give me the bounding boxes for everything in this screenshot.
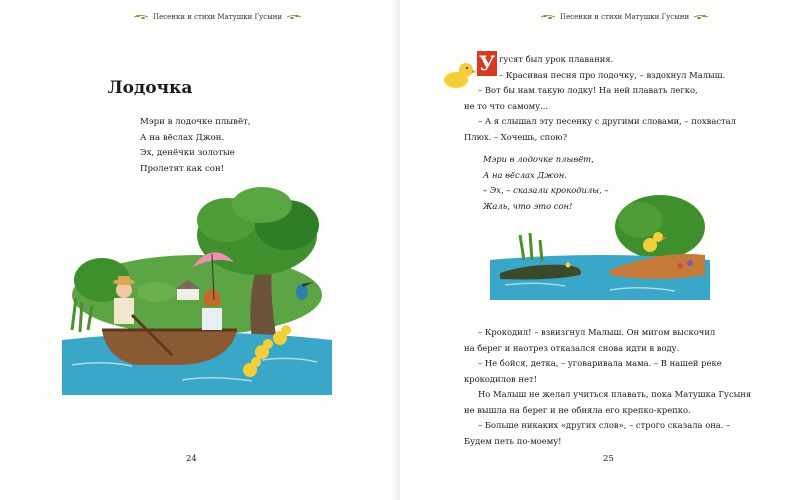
verse-line: Жаль, что это сон!: [483, 200, 573, 211]
sprig-icon: [540, 13, 556, 21]
text-line: Плюх. – Хочешь, спою?: [464, 131, 568, 142]
text-line: не то что самому...: [464, 100, 549, 111]
text-line: крокодилов нет!: [464, 373, 537, 384]
poem-line: Мэри в лодочке плывёт,: [140, 117, 251, 127]
text-line: – Больше никаких «других слов», – строго сказала она. –: [478, 420, 731, 430]
crocodile-river-illustration: [490, 195, 710, 300]
poem-line: Эх, денёчки золотые: [140, 148, 235, 158]
running-head-text: Песенки и стихи Матушки Гусыни: [153, 13, 283, 21]
outro-paragraphs: [464, 325, 751, 449]
running-head-right: [540, 13, 709, 21]
right-page: [400, 0, 800, 500]
text-line: гусят был урок плавания.: [499, 54, 614, 64]
text-line: – Красивая песня про лодочку, – вздохнул Малыш.: [499, 69, 726, 80]
sprig-icon: [286, 13, 302, 21]
text-line: Будем петь по-моему!: [464, 435, 562, 446]
boat-pond-illustration: [62, 180, 332, 395]
poem-line: Пролетят как сон!: [140, 163, 225, 174]
text-line: – А я слышал эту песенку с другими словами, – похвастал: [478, 116, 736, 126]
intro-paragraphs: [464, 83, 736, 145]
intro-first-line: [499, 52, 725, 83]
poem-title: Лодочка: [107, 78, 193, 98]
text-line: – Не бойся, детка, – уговаривала мама. – В нашей реке: [478, 358, 722, 368]
running-head-left: [133, 13, 302, 21]
text-line: – Крокодил! – взвизгнул Малыш. Он мигом выскочил: [478, 327, 716, 337]
page-number: 25: [603, 454, 614, 464]
poem-text: [140, 115, 251, 177]
text-line: – Вот бы нам такую лодку! На ней плавать легко,: [478, 85, 698, 95]
verse-line: Мэри в лодочке плывёт,: [483, 154, 594, 164]
poem-line: А на вёслах Джон.: [140, 132, 225, 143]
page-number: 24: [186, 454, 197, 464]
text-line: Но Малыш не желал учиться плавать, пока Матушка Гусыня: [478, 389, 752, 399]
verse-line: – Эх, – сказали крокодилы, –: [483, 185, 609, 195]
text-line: на берег и наотрез отказался снова идти в воду.: [464, 342, 680, 353]
text-line: не вышла на берег и не обняла его крепко-крепко.: [464, 404, 691, 415]
sprig-icon: [693, 13, 709, 21]
verse-line: А на вёслах Джон.: [483, 169, 567, 180]
running-head-text: Песенки и стихи Матушки Гусыни: [560, 13, 690, 21]
sprig-icon: [133, 13, 149, 21]
drop-cap: У: [478, 51, 496, 75]
